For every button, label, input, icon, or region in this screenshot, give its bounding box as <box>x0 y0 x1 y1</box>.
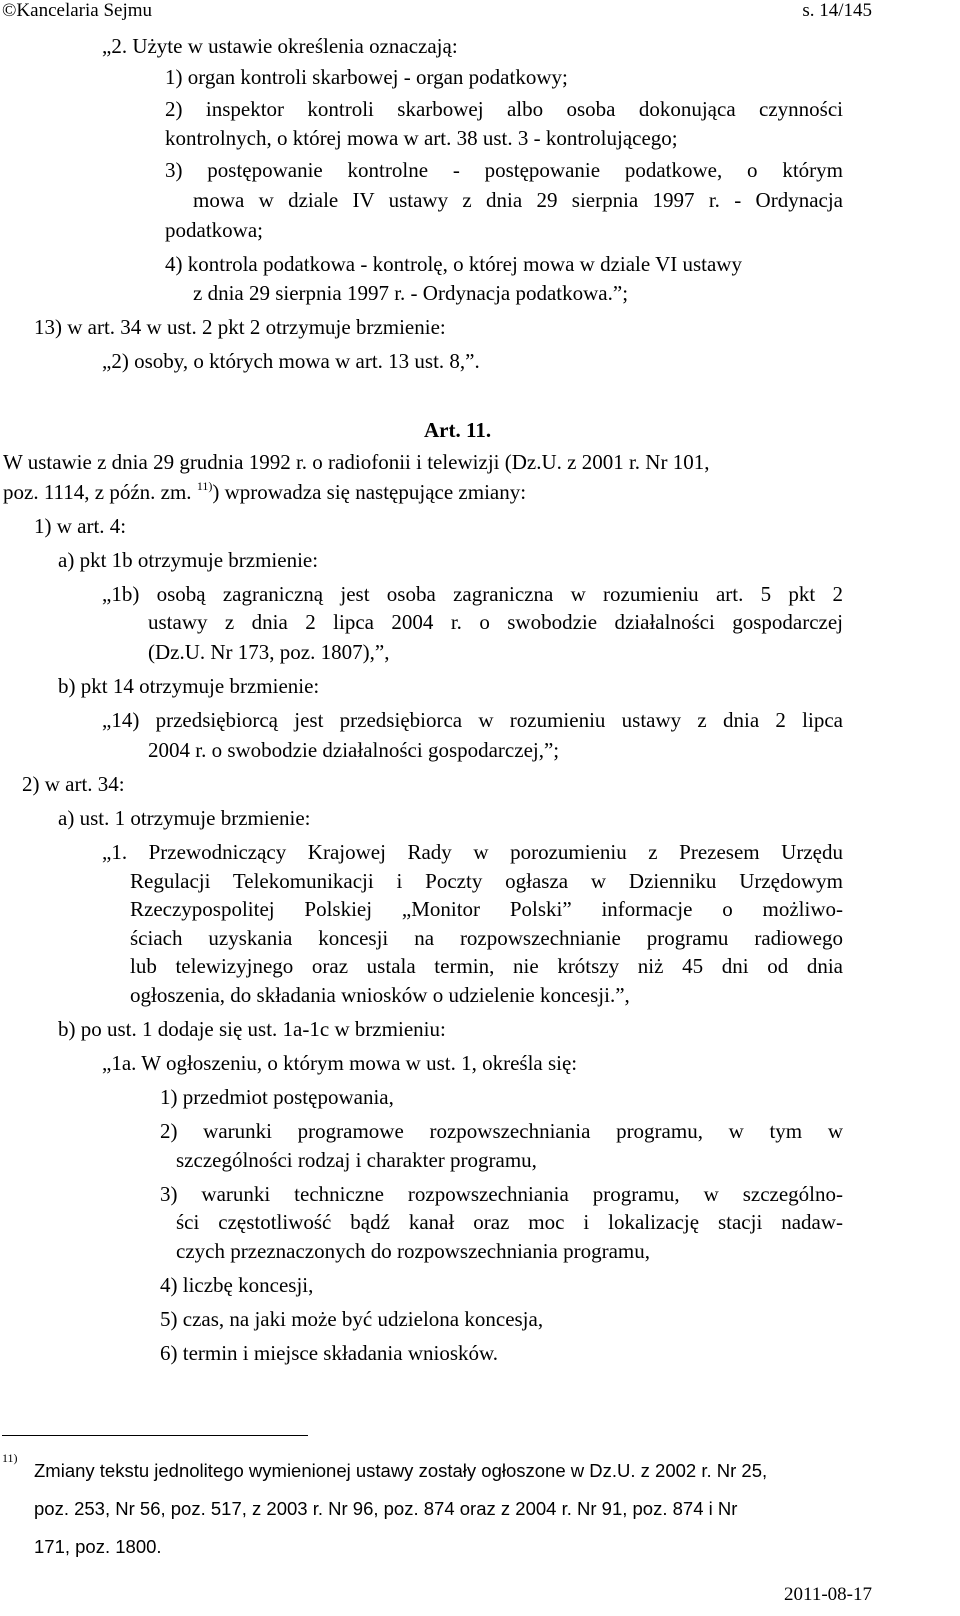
amendment-letter: b) pkt 14 otrzymuje brzmienie: <box>58 674 320 698</box>
amendment-quote-cont: ustawy z dnia 2 lipca 2004 r. o swobodzie działalności gospodarczej <box>148 610 843 634</box>
amendment-quote: „1. Przewodniczący Krajowej Rady w porozumieniu z Prezesem Urzędu <box>102 840 843 864</box>
amendment-quote: „2) osoby, o których mowa w art. 13 ust. 8,”. <box>102 349 480 373</box>
amendment-quote-cont: 2004 r. o swobodzie działalności gospodarczej,”; <box>148 738 560 762</box>
amendment-point: 13) w art. 34 w ust. 2 pkt 2 otrzymuje brzmienie: <box>34 315 446 339</box>
amendment-quote: „1b) osobą zagraniczną jest osoba zagraniczna w rozumieniu art. 5 pkt 2 <box>102 582 843 606</box>
definition-item: 3) postępowanie kontrolne - postępowanie podatkowe, o którym <box>165 158 843 182</box>
definitions-heading: „2. Użyte w ustawie określenia oznaczają: <box>102 34 458 58</box>
amendment-quote-cont: ściach uzyskania koncesji na rozpowszechnianie programu radiowego <box>130 926 843 950</box>
amendment-quote: „14) przedsiębiorcą jest przedsiębiorca w rozumieniu ustawy z dnia 2 lipca <box>102 708 843 732</box>
list-item-cont: szczególności rodzaj i charakter programu, <box>176 1148 537 1172</box>
definition-item: 2) inspektor kontroli skarbowej albo osoba dokonująca czynności <box>165 97 843 121</box>
definition-item-cont: z dnia 29 sierpnia 1997 r. - Ordynacja podatkowa.”; <box>193 281 629 305</box>
list-item: 2) warunki programowe rozpowszechniania programu, w tym w <box>160 1119 843 1143</box>
amendment-quote-cont: Regulacji Telekomunikacji i Poczty ogłasza w Dzienniku Urzędowym <box>130 869 843 893</box>
amendment-quote-cont: ogłoszenia, do składania wniosków o udzielenie koncesji.”, <box>130 983 630 1007</box>
footnote-line: poz. 253, Nr 56, poz. 517, z 2003 r. Nr 96, poz. 874 oraz z 2004 r. Nr 91, poz. 874 i Nr <box>34 1498 738 1519</box>
list-item: 6) termin i miejsce składania wniosków. <box>160 1341 499 1365</box>
document-date: 2011-08-17 <box>784 1584 872 1605</box>
article-intro-cont <box>3 478 526 507</box>
article-intro-text: poz. 1114, z późn. zm. <box>3 480 192 504</box>
amendment-letter: b) po ust. 1 dodaje się ust. 1a-1c w brzmieniu: <box>58 1017 446 1041</box>
amendment-quote: „1a. W ogłoszeniu, o którym mowa w ust. 1, określa się: <box>102 1051 578 1075</box>
amendment-quote-cont: (Dz.U. Nr 173, poz. 1807),”, <box>148 640 390 664</box>
definition-item: 4) kontrola podatkowa - kontrolę, o której mowa w dziale VI ustawy <box>165 252 742 276</box>
list-item: 5) czas, na jaki może być udzielona koncesja, <box>160 1307 544 1331</box>
amendment-point: 1) w art. 4: <box>34 514 127 538</box>
footnote-ref: 11) <box>196 479 213 493</box>
definition-item-cont: kontrolnych, o której mowa w art. 38 ust. 3 - kontrolującego; <box>165 126 678 150</box>
list-item: 1) przedmiot postępowania, <box>160 1085 394 1109</box>
footnote-marker: 11) <box>2 1451 18 1465</box>
article-heading: Art. 11. <box>424 418 492 442</box>
amendment-letter: a) ust. 1 otrzymuje brzmienie: <box>58 806 311 830</box>
page-header <box>0 0 960 24</box>
list-item: 4) liczbę koncesji, <box>160 1273 314 1297</box>
amendment-letter: a) pkt 1b otrzymuje brzmienie: <box>58 548 319 572</box>
publisher-label: ©Kancelaria Sejmu <box>2 0 153 21</box>
article-intro-end: ) wprowadza się następujące zmiany: <box>212 480 527 504</box>
footnote-line: 171, poz. 1800. <box>34 1536 162 1557</box>
article-intro: W ustawie z dnia 29 grudnia 1992 r. o radiofonii i telewizji (Dz.U. z 2001 r. Nr 101, <box>3 450 710 474</box>
footnote-separator <box>2 1435 308 1436</box>
page-number: s. 14/145 <box>802 0 872 21</box>
list-item: 3) warunki techniczne rozpowszechniania programu, w szczególno- <box>160 1182 843 1206</box>
amendment-quote-cont: lub telewizyjnego oraz ustala termin, nie krótszy niż 45 dni od dnia <box>130 954 843 978</box>
list-item-cont: ści częstotliwość bądź kanał oraz moc i lokalizację stacji nadaw- <box>176 1210 843 1234</box>
definition-item-cont: mowa w dziale IV ustawy z dnia 29 sierpnia 1997 r. - Ordynacja <box>193 188 843 212</box>
amendment-quote-cont: Rzeczypospolitej Polskiej „Monitor Polski” informacje o możliwo- <box>130 897 843 921</box>
definition-item: 1) organ kontroli skarbowej - organ podatkowy; <box>165 65 568 89</box>
amendment-point: 2) w art. 34: <box>22 772 125 796</box>
footnote-line: Zmiany tekstu jednolitego wymienionej ustawy zostały ogłoszone w Dz.U. z 2002 r. Nr 25, <box>34 1460 768 1481</box>
list-item-cont: czych przeznaczonych do rozpowszechniania programu, <box>176 1239 651 1263</box>
definition-item-cont: podatkowa; <box>165 218 263 242</box>
